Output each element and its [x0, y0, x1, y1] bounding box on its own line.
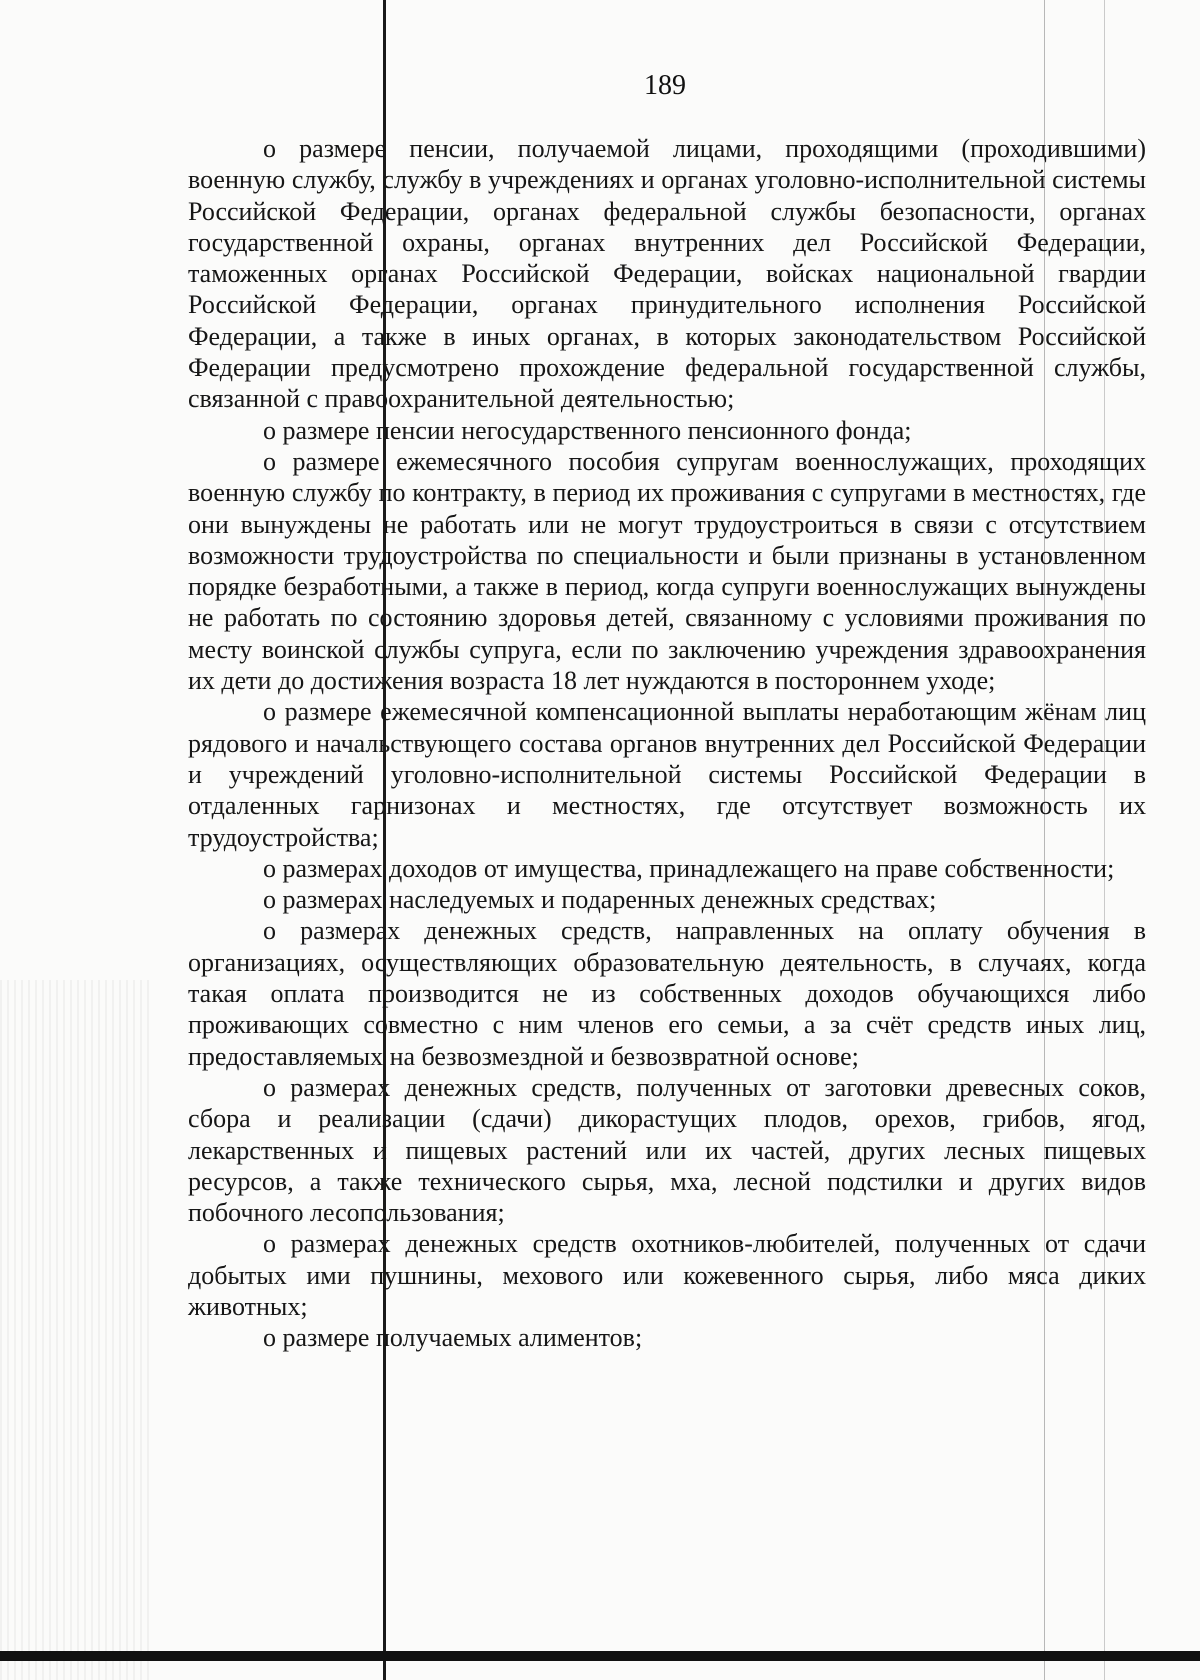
scan-noise [0, 980, 150, 1680]
paragraph: о размере ежемесячной компенсационной выплаты неработающим жёнам лиц рядового и начальствующего состава органов внутренних дел Российской Федерации и учреждений уголовно-исполнительной системы Российской Федерации в отдаленных гарнизонах и местностях, где отсутствует возможность их трудоустройства; [188, 697, 1146, 852]
paragraph: о размере пенсии, получаемой лицами, проходящими (проходившими) военную службу, службу в учреждениях и органах уголовно-исполнительной системы Российской Федерации, органах федеральной службы безопасности, органах государственной охраны, органах внутренних дел Российской Федерации, таможенных органах Российской Федерации, войсках национальной гвардии Российской Федерации, органах принудительного исполнения Российской Федерации, а также в иных органах, в которых законодательством Российской Федерации предусмотрено прохождение федеральной государственной службы, связанной с правоохранительной деятельностью; [188, 134, 1146, 414]
paragraph: о размерах доходов от имущества, принадлежащего на праве собственности; [263, 853, 1115, 883]
paragraph: о размерах денежных средств, направленных на оплату обучения в организациях, осуществляющих образовательную деятельность, в случаях, когда такая оплата производится не из собственных доходов обучающихся либо проживающих совместно с ним членов его семьи, а за счёт средств иных лиц, предоставляемых на безвозмездной и безвозвратной основе; [188, 916, 1146, 1071]
paragraph: о размере пенсии негосударственного пенсионного фонда; [263, 415, 912, 445]
page-number: 189 [644, 70, 686, 101]
scan-bottom-edge [0, 1651, 1200, 1661]
paragraph: о размерах денежных средств охотников-любителей, полученных от сдачи добытых ими пушнины, мехового или кожевенного сырья, либо мяса диких животных; [188, 1229, 1146, 1321]
paragraph: о размерах денежных средств, полученных от заготовки древесных соков, сбора и реализации (сдачи) дикорастущих плодов, орехов, грибов, ягод, лекарственных и пищевых растений или их частей, других лесных пищевых ресурсов, а также технического сырья, мха, лесной подстилки и других видов побочного лесопользования; [188, 1072, 1146, 1228]
paragraph: о размерах наследуемых и подаренных денежных средствах; [263, 885, 937, 915]
document-body [188, 133, 1146, 1354]
paragraph: о размере получаемых алиментов; [263, 1323, 643, 1353]
paragraph: о размере ежемесячного пособия супругам военнослужащих, проходящих военную службу по контракту, в период их проживания с супругами в местностях, где они вынуждены не работать или не могут трудоустроиться в связи с отсутствием возможности трудоустройства по специальности и были признаны в установленном порядке безработными, а также в период, когда супруги военнослужащих вынуждены не работать по состоянию здоровья детей, связанному с условиями проживания по месту воинской службы супруга, если по заключению учреждения здравоохранения их дети до достижения возраста 18 лет нуждаются в постороннем уходе; [188, 446, 1146, 696]
